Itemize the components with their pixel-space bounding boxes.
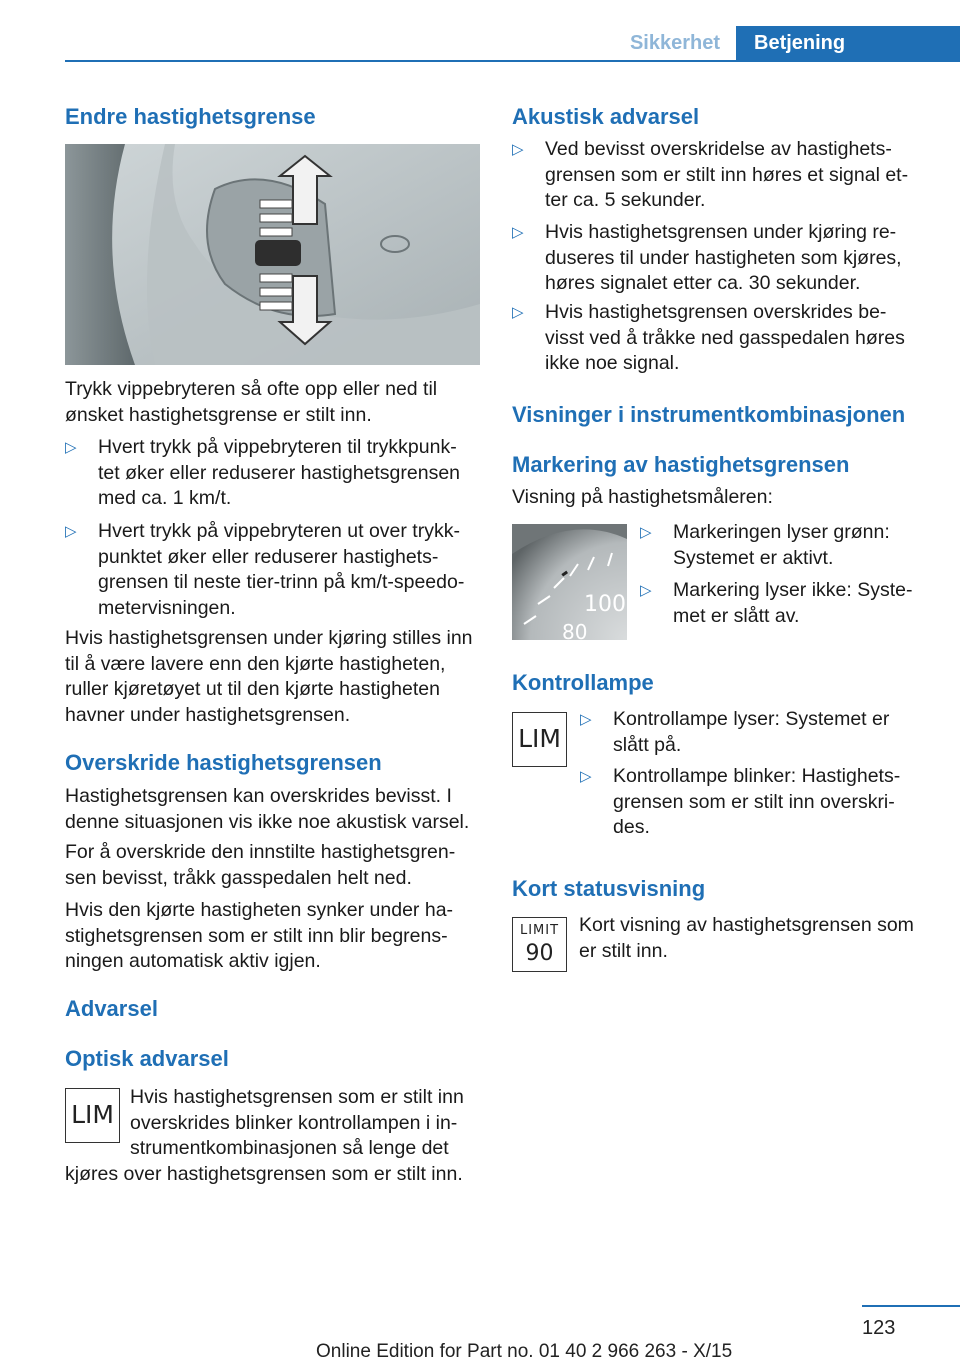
triangle-bullet-icon: ▷	[512, 141, 524, 158]
limit-value: 90	[525, 941, 554, 966]
list-item-text: Hvis hastighetsgrensen overskrides be-visst ved å tråkke ned gasspedalen høres ikke noe signal.	[545, 301, 905, 374]
header-rule	[65, 60, 960, 62]
paragraph-kort: Kort visning av hastighetsgrensen som er stilt inn.	[579, 914, 914, 962]
triangle-bullet-icon: ▷	[640, 582, 652, 599]
list-item	[640, 520, 930, 576]
speedo-label-80: 80	[562, 620, 588, 640]
limit-90-icon	[512, 917, 567, 972]
triangle-bullet-icon: ▷	[512, 224, 524, 241]
list-item	[512, 137, 927, 217]
page-number: 123	[862, 1317, 896, 1339]
lim-indicator-icon: LIM	[65, 1088, 120, 1143]
triangle-bullet-icon: ▷	[640, 524, 652, 541]
list-item-text: Hvert trykk på vippebryteren til trykkpunk-tet øker eller reduserer hastighetsgrensen med ca. 1 km/t.	[98, 436, 461, 509]
paragraph-overskride-2: For å overskride den innstilte hastighetsgren-sen bevisst, tråkk gasspedalen helt ned.	[65, 841, 456, 889]
list-item-text: Kontrollampe blinker: Hastighets-grensen som er stilt inn overskri-des.	[613, 765, 901, 838]
paragraph-overskride-3: Hvis den kjørte hastigheten synker under ha-stighetsgrensen som er stilt inn blir begrens-ningen automatisk aktiv igjen.	[65, 899, 454, 972]
paragraph-overskride-1: Hastighetsgrensen kan overskrides bevisst. I denne situasjonen vis ikke noe akustisk varsel.	[65, 785, 470, 833]
list-item	[580, 707, 930, 763]
section-title-kort: Kort statusvisning	[512, 876, 706, 901]
list-item	[65, 519, 477, 623]
section-title-overskride: Overskride hastighetsgrensen	[65, 750, 382, 775]
speedo-label-100: 100	[584, 592, 626, 617]
footer-rule	[862, 1305, 960, 1307]
list-item	[640, 578, 930, 634]
list-item	[65, 435, 477, 515]
list-item-text: Ved bevisst overskridelse av hastighets-grensen som er stilt inn høres et signal et-ter ca. 5 sekunder.	[545, 138, 909, 211]
section-title-akustisk: Akustisk advarsel	[512, 104, 700, 129]
paragraph-optisk-cont: kjøres over hastighetsgrensen som er stilt inn.	[65, 1163, 463, 1185]
list-item-text: Markering lyser ikke: Syste-met er slått av.	[673, 579, 913, 627]
tab-sikkerhet[interactable]: Sikkerhet	[629, 32, 721, 54]
list-item-text: Hvis hastighetsgrensen under kjøring re-duseres til under hastigheten som kjøres, høres signalet etter ca. 30 sekunder.	[545, 221, 902, 294]
triangle-bullet-icon: ▷	[580, 711, 592, 728]
tab-betjening[interactable]: Betjening	[736, 26, 960, 60]
lim-indicator-icon: LIM	[512, 712, 567, 767]
list-item-text: Hvert trykk på vippebryteren ut over trykk-punktet øker eller reduserer hastighets-grensen til neste tier-trinn på km/t-speedo-metervisningen.	[98, 520, 465, 619]
steering-wheel-illustration	[65, 144, 480, 365]
list-item-text: Markeringen lyser grønn: Systemet er aktivt.	[673, 521, 890, 569]
paragraph-intro: Trykk vippebryteren så ofte opp eller ned til ønsket hastighetsgrense er stilt inn.	[65, 378, 438, 426]
section-title-markering: Markering av hastighetsgrensen	[512, 452, 850, 477]
section-title-advarsel: Advarsel	[65, 996, 158, 1021]
paragraph-markering-intro: Visning på hastighetsmåleren:	[512, 486, 773, 508]
triangle-bullet-icon: ▷	[65, 523, 77, 540]
section-title-visninger: Visninger i instrumentkombinasjonen	[512, 402, 906, 427]
speedometer-image	[512, 524, 627, 640]
section-title-kontrollampe: Kontrollampe	[512, 670, 654, 695]
list-item	[512, 300, 927, 380]
triangle-bullet-icon: ▷	[512, 304, 524, 321]
section-title-endre: Endre hastighetsgrense	[65, 104, 316, 129]
section-title-optisk: Optisk advarsel	[65, 1046, 229, 1071]
triangle-bullet-icon: ▷	[65, 439, 77, 456]
triangle-bullet-icon: ▷	[580, 768, 592, 785]
steering-wheel-photo	[65, 144, 480, 365]
list-item	[512, 220, 927, 300]
footer-edition: Online Edition for Part no. 01 40 2 966 263 - X/15	[316, 1341, 733, 1362]
paragraph-optisk: Hvis hastighetsgrensen som er stilt inn overskrides blinker kontrollampen i in-strumentkombinasjonen så lenge det	[130, 1086, 464, 1159]
paragraph-rolling: Hvis hastighetsgrensen under kjøring stilles inn til å være lavere enn den kjørte hastigheten, ruller kjøretøyet ut til den kjørte hastigheten havner under hastighetsgrensen.	[65, 627, 473, 726]
limit-label: LIMIT	[519, 923, 560, 938]
list-item	[580, 764, 930, 846]
list-item-text: Kontrollampe lyser: Systemet er slått på.	[613, 708, 890, 756]
